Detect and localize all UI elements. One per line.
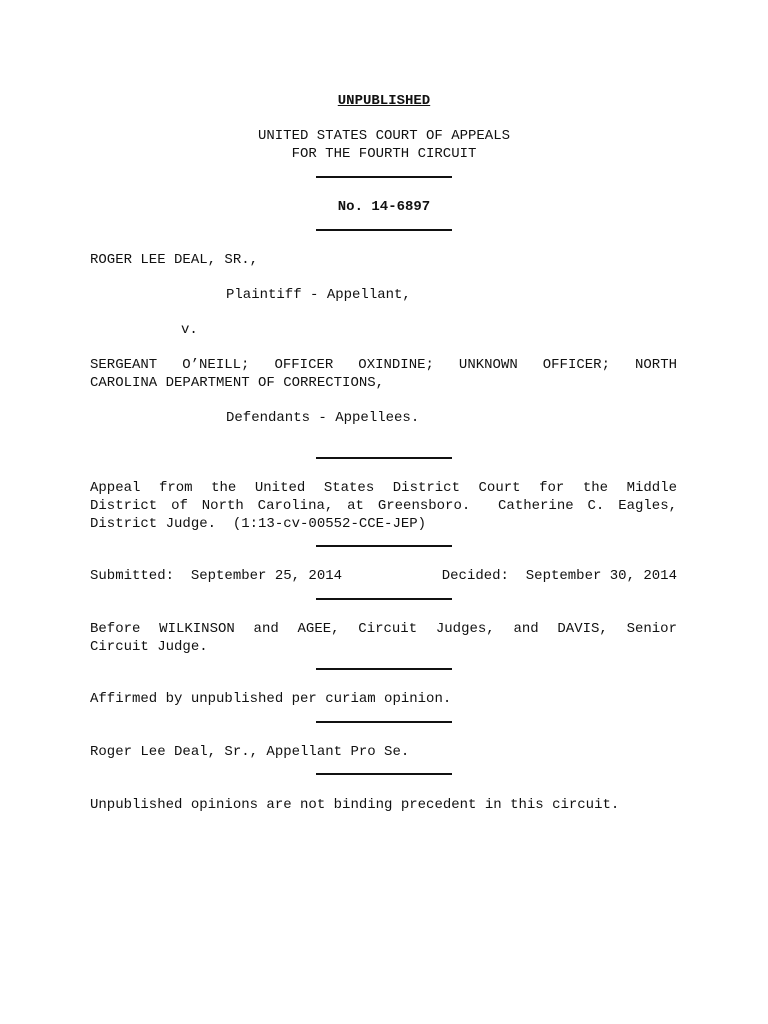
case-number: No. 14-6897 bbox=[337, 199, 431, 215]
decided-date: Decided: September 30, 2014 bbox=[441, 568, 677, 584]
divider-rule bbox=[316, 773, 452, 775]
defendants-line2: CAROLINA DEPARTMENT OF CORRECTIONS, bbox=[90, 375, 385, 391]
panel-line1: Before WILKINSON and AGEE, Circuit Judges, and DAVIS, Senior bbox=[90, 621, 677, 637]
disposition: Affirmed by unpublished per curiam opinion. bbox=[90, 691, 452, 707]
precedent-note: Unpublished opinions are not binding precedent in this circuit. bbox=[90, 797, 620, 813]
versus: v. bbox=[181, 322, 198, 338]
divider-rule bbox=[316, 229, 452, 231]
dates-row bbox=[90, 567, 677, 585]
divider-rule bbox=[316, 457, 452, 459]
counsel: Roger Lee Deal, Sr., Appellant Pro Se. bbox=[90, 744, 410, 760]
unpublished-heading: UNPUBLISHED bbox=[337, 93, 431, 109]
divider-rule bbox=[316, 668, 452, 670]
panel-line2: Circuit Judge. bbox=[90, 639, 208, 655]
plaintiff-role: Plaintiff - Appellant, bbox=[226, 287, 411, 303]
divider-rule bbox=[316, 176, 452, 178]
appeal-line3: District Judge. (1:13-cv-00552-CCE-JEP) bbox=[90, 516, 427, 532]
divider-rule bbox=[316, 721, 452, 723]
divider-rule bbox=[316, 598, 452, 600]
submitted-date: Submitted: September 25, 2014 bbox=[90, 568, 343, 584]
appeal-line1: Appeal from the United States District Court for the Middle bbox=[90, 480, 677, 496]
divider-rule bbox=[316, 545, 452, 547]
defendants-line1: SERGEANT O’NEILL; OFFICER OXINDINE; UNKNOWN OFFICER; NORTH bbox=[90, 357, 677, 373]
defendants-role: Defendants - Appellees. bbox=[226, 410, 420, 426]
court-name-line2: FOR THE FOURTH CIRCUIT bbox=[291, 146, 477, 162]
appeal-line2: District of North Carolina, at Greensboro. Catherine C. Eagles, bbox=[90, 498, 677, 514]
plaintiff-name: ROGER LEE DEAL, SR., bbox=[90, 252, 259, 268]
court-name-line1: UNITED STATES COURT OF APPEALS bbox=[257, 128, 511, 144]
